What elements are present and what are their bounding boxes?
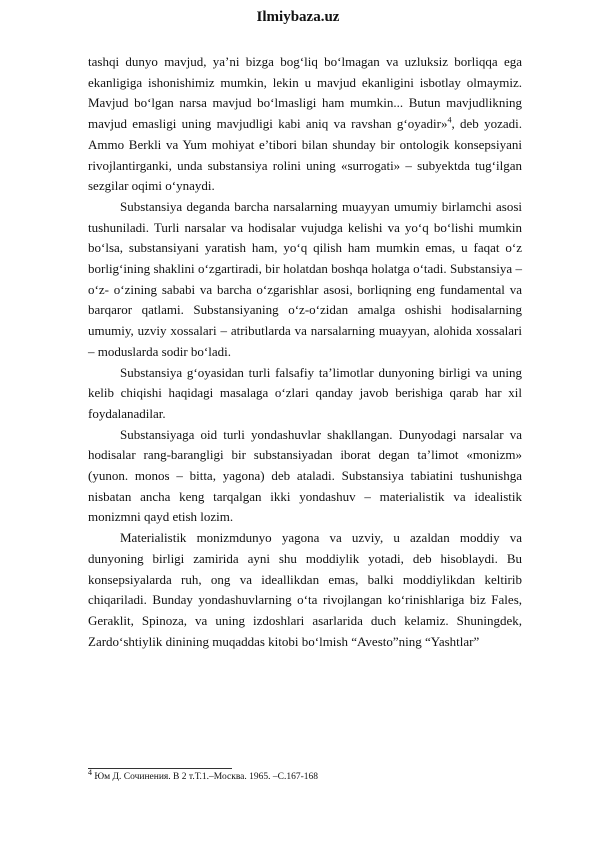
paragraph-text: , deb yozadi. Ammo Berkli va Yum mohiyat e’tibori bilan shunday bir ontologik konsepsiyani rivojlantirganki, unda substansiya rolini uning «surrogati» – subyektda tug‘ilgan sezgilar oqimi o‘ynaydi. [88, 116, 523, 194]
paragraph-text: tashqi dunyo mavjud, ya’ni bizga bog‘liq bo‘lmagan va uzluksiz borliqqa ega ekanligiga ishonishimiz mumkin, lekin u mavjud ekanligini isbotlay olmaymiz. Mavjud bo‘lgan narsa mavjud bo‘lmasligi ham mumkin... Butun mavjudlikning mavjud emasligi uning mavjudligi kabi aniq va ravshan g‘oyadir» [88, 54, 522, 132]
footnote-reference[interactable]: 4 [447, 115, 452, 125]
body-text [88, 52, 522, 652]
paragraph: Substansiya g‘oyasidan turli falsafiy ta’limotlar dunyoning birligi va uning kelib chiqishi haqidagi masalaga o‘zlari qanday javob berishiga qarab har xil foydalanadilar. [88, 364, 522, 421]
footnote-divider [88, 768, 232, 769]
footnote-text: Юм Д. Сочинения. В 2 т.Т.1.–Москва. 1965. –С.167-168 [92, 772, 319, 782]
site-header: Ilmiybaza.uz [256, 9, 340, 25]
paragraph: Substansiya deganda barcha narsalarning muayyan umumiy birlamchi asosi tushuniladi. Turli narsalar va hodisalar vujudga kelishi va yo‘q bo‘lishi mumkin bo‘lsa, substansiyani yaratish ham, yo‘q qilish ham mumkin emas, u faqat o‘z borlig‘ining shaklini o‘zgartiradi, bir holatdan boshqa holatga o‘tadi. Substansiya – o‘z- o‘zining sababi va barcha o‘zgarishlar asosi, borliqning eng fundamental va barqaror qatlami. Substansiyaning o‘z-o‘zidan amalga oshishi hodisalarning umumiy, uzviy xossalari – atributlarda va narsalarning muayyan, alohida xossalari – moduslarda sodir bo‘ladi. [88, 198, 522, 359]
paragraph: Materialistik monizmdunyo yagona va uzviy, u azaldan moddiy va dunyoning birligi zamirida ayni shu moddiylik yotadi, deb hisoblaydi. Bu konsepsiyalarda ruh, ong va ideallikdan emas, balki moddiylikdan keltirib chiqariladi. Bunday yondashuvlarning o‘ta rivojlangan ko‘rinishlariga biz Fales, Geraklit, Spinoza, va uning izdoshlari asarlarida duch kelamiz. Shuningdek, Zardo‘shtiylik dinining muqaddas kitobi bo‘lmish “Avesto”ning “Yashtlar” [88, 530, 522, 649]
footnote [88, 767, 528, 783]
footnote-marker: 4 [88, 767, 92, 777]
paragraph: Substansiyaga oid turli yondashuvlar shakllangan. Dunyodagi narsalar va hodisalar rang-barangligi bir substansiyadan iborat degan ta’limot «monizm» (yunon. monos – bitta, yagona) deb ataladi. Substansiya tabiatini tushunishga nisbatan ancha keng tarqalgan ikki yondashuv – materialistik va idealistik monizmni qayd etish lozim. [88, 426, 522, 525]
paragraph [88, 52, 522, 197]
